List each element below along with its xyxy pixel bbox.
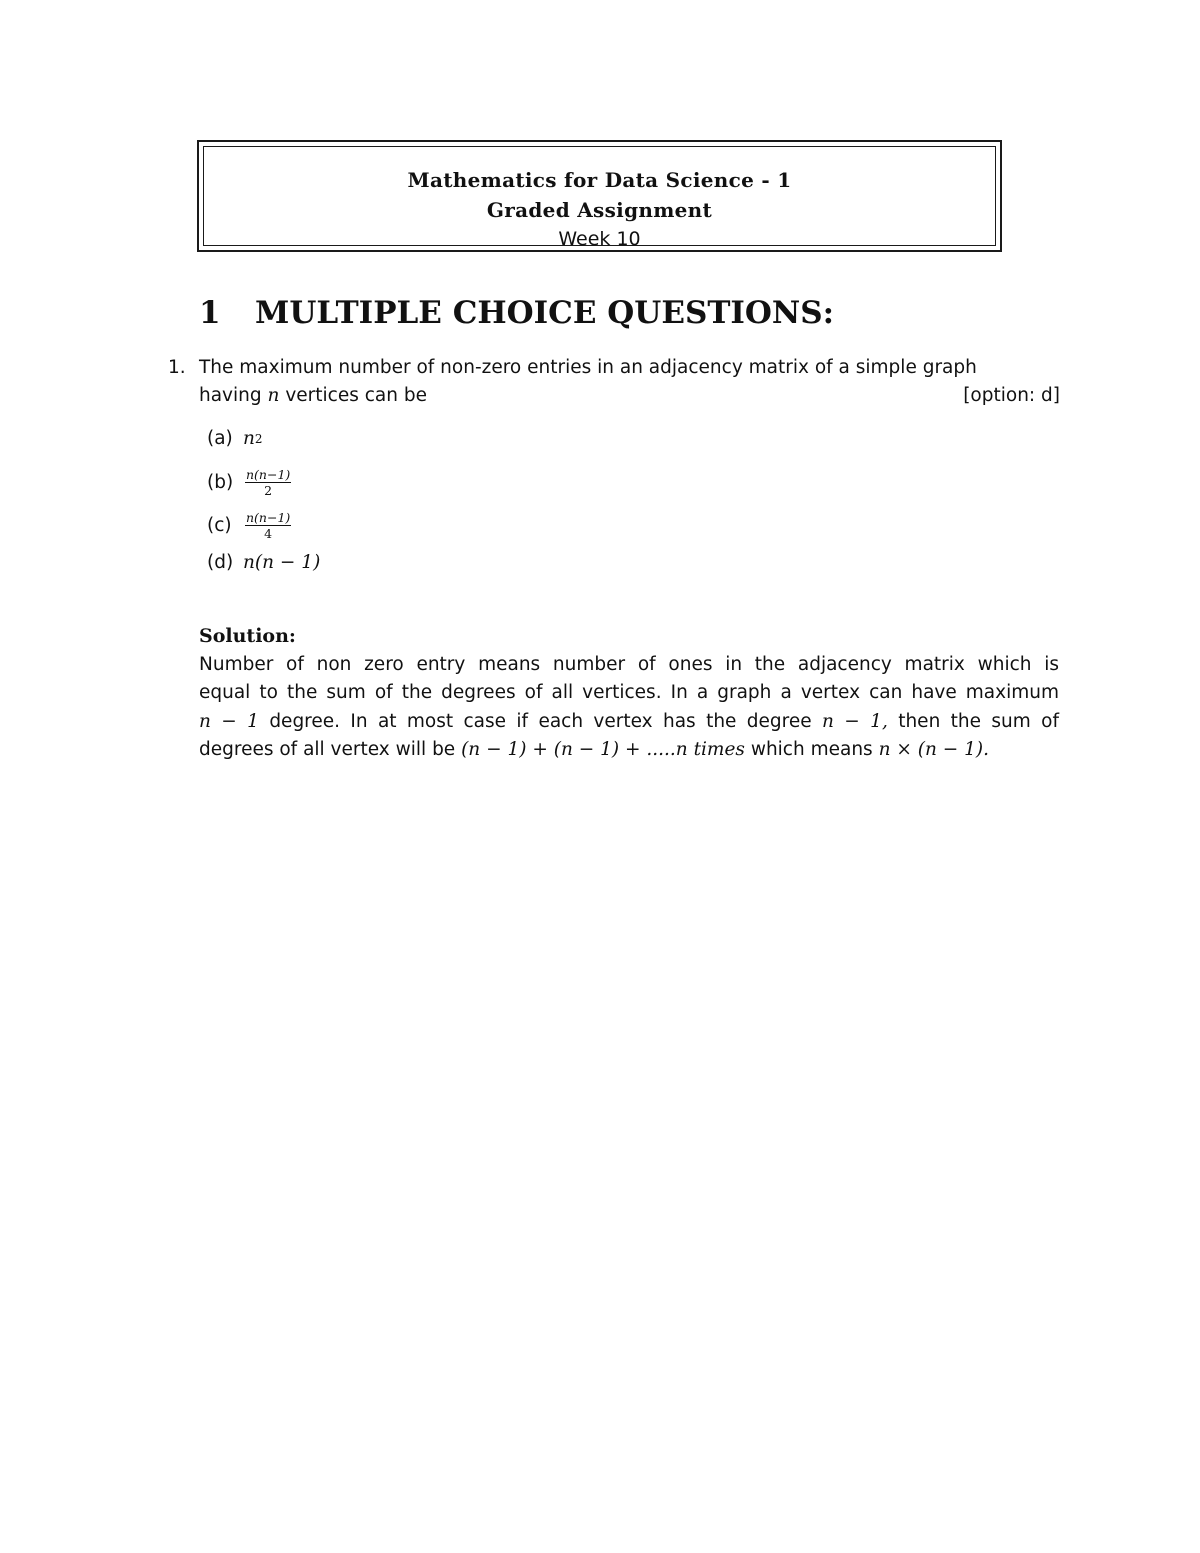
solution-line-2: equal to the sum of the degrees of all vertices. In a graph a vertex can have maximum <box>199 682 1059 703</box>
question-text-line-1: The maximum number of non-zero entries in an adjacency matrix of a simple graph <box>199 357 977 378</box>
option-c-numerator: n(n−1) <box>246 510 291 525</box>
solution-title: Solution: <box>199 625 296 647</box>
option-d <box>207 552 320 573</box>
option-label: (d) <box>207 552 234 573</box>
solution-block <box>199 622 1059 765</box>
solution-expr: n − 1, <box>822 710 888 732</box>
solution-text: degrees of all vertex will be <box>199 739 456 760</box>
section-title: MULTIPLE CHOICE QUESTIONS: <box>255 295 835 331</box>
solution-text: degree. In at most case if each vertex has the degree <box>269 710 812 732</box>
option-b-numerator: n(n−1) <box>246 467 291 482</box>
solution-expr: n − 1 <box>199 710 259 732</box>
option-a-base: n <box>243 428 255 449</box>
course-title: Mathematics for Data Science - 1 <box>407 168 792 192</box>
question-text-pre: having <box>199 385 262 406</box>
assignment-title: Graded Assignment <box>486 198 713 222</box>
option-d-expr: n(n − 1) <box>243 552 321 573</box>
option-a: (a) n 2 <box>207 428 263 449</box>
solution-line-1: Number of non zero entry means number of ones in the adjacency matrix which is <box>199 653 1059 675</box>
question-text-line-2 <box>199 382 1060 410</box>
solution-expr: (n − 1) + (n − 1) + .....n times <box>461 739 745 760</box>
option-c <box>207 511 291 540</box>
question-text-post: vertices can be <box>285 385 427 406</box>
question-text-line-2-body <box>199 382 427 410</box>
option-c-denominator: 4 <box>264 526 273 541</box>
option-b-fraction <box>245 468 291 497</box>
title-box <box>197 140 1002 252</box>
question-1 <box>168 354 1060 410</box>
title-box-inner <box>203 146 996 250</box>
option-label: (c) <box>207 515 232 536</box>
solution-text: which means <box>750 739 873 760</box>
option-label: (a) <box>207 428 233 449</box>
solution-line-3 <box>199 708 1059 737</box>
section-heading <box>199 292 834 334</box>
option-c-fraction <box>245 511 291 540</box>
solution-line-4 <box>199 736 1059 765</box>
option-b <box>207 468 291 497</box>
option-label: (b) <box>207 472 234 493</box>
question-var-n: n <box>267 385 280 406</box>
answer-tag: [option: d] <box>963 385 1060 406</box>
solution-expr: n × (n − 1). <box>878 739 990 760</box>
week-label: Week 10 <box>558 228 641 250</box>
solution-text: then the sum of <box>898 710 1059 732</box>
section-number: 1 <box>199 295 221 331</box>
option-b-denominator: 2 <box>264 483 273 498</box>
question-number: 1. <box>168 357 186 378</box>
